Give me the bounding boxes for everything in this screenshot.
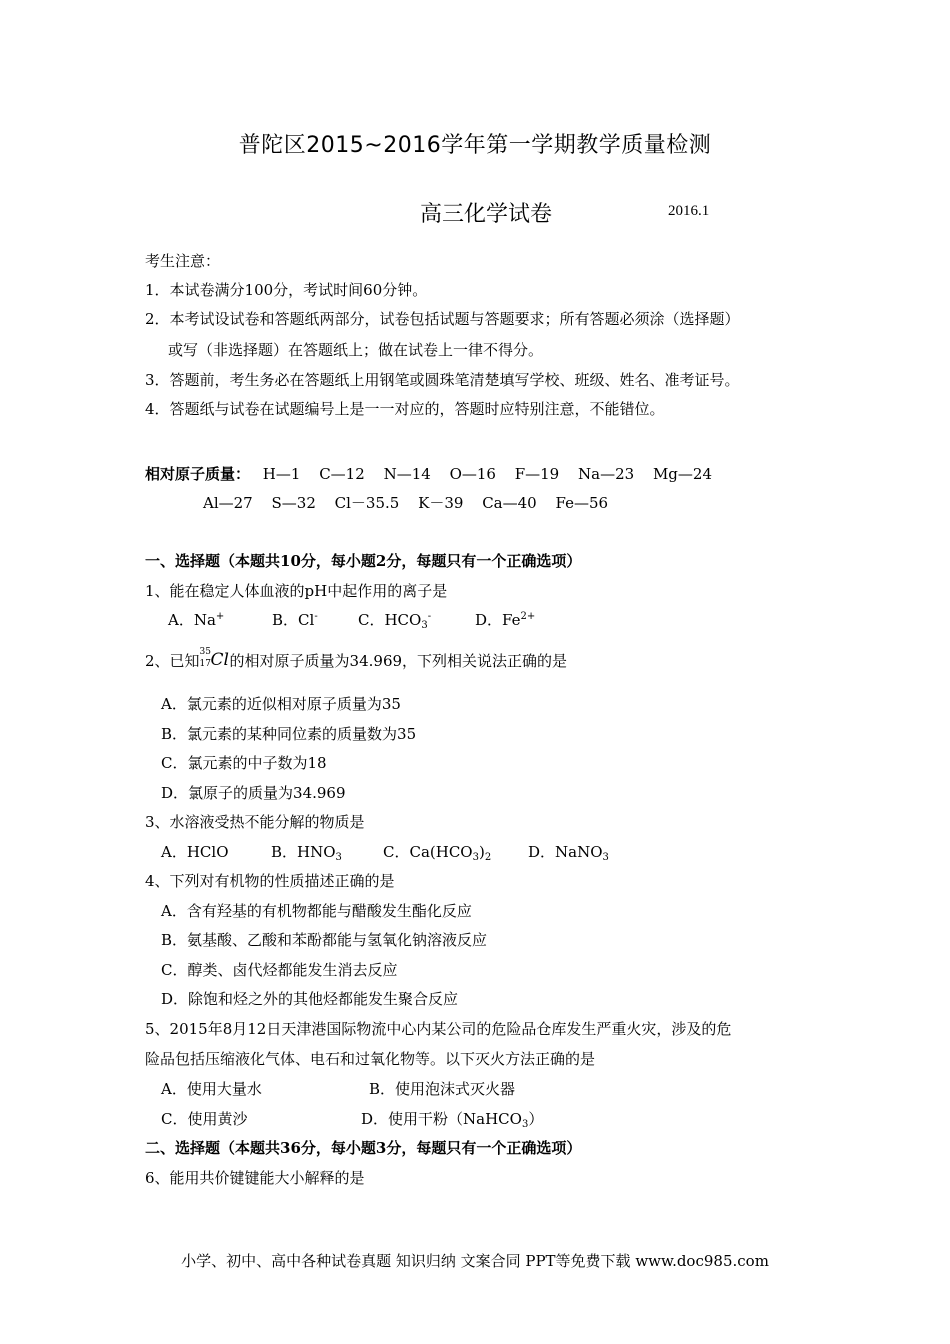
option-b: B．Cl-: [272, 611, 318, 629]
mass-entry: Cl－35.5: [334, 494, 400, 512]
question-1-stem: 1、能在稳定人体血液的pH中起作用的离子是: [145, 582, 448, 600]
notice-item: 1．本试卷满分100分，考试时间60分钟。: [145, 281, 428, 299]
option-c: C．氯元素的中子数为18: [161, 754, 327, 772]
question-5-options-row-1: [161, 1078, 515, 1099]
exam-date: 2016.1: [668, 203, 710, 219]
notice-item: 或写（非选择题）在答题纸上；做在试卷上一律不得分。: [168, 341, 544, 359]
mass-entry: F—19: [514, 465, 560, 483]
chlorine-isotope-notation: 35 17 Cl: [199, 647, 229, 670]
question-4-stem: 4、下列对有机物的性质描述正确的是: [145, 872, 395, 890]
footer-text: 小学、初中、高中各种试卷真题 知识归纳 文案合同 PPT等免费下载 www.doc985.com: [181, 1252, 769, 1270]
page-title: 普陀区2015~2016学年第一学期教学质量检测: [238, 133, 712, 158]
option-c: C．$HCO_3^-$: [358, 611, 432, 631]
notice-heading: 考生注意：: [145, 252, 221, 270]
mass-entry: N—14: [383, 465, 431, 483]
question-1-options: [168, 609, 535, 631]
atomic-mass-label: 相对原子质量：: [145, 465, 251, 483]
option-d: D．$Fe^{2+}$: [475, 611, 536, 629]
notice-item: 3．答题前，考生务必在答题纸上用钢笔或圆珠笔清楚填写学校、班级、姓名、准考证号。: [145, 371, 740, 389]
mass-entry: Ca—40: [482, 494, 537, 512]
option-c: C．$Ca(HCO_3)_2$: [383, 843, 492, 863]
mass-entry: S—32: [271, 494, 316, 512]
mass-entry: Fe—56: [555, 494, 609, 512]
mass-entry: Mg—24: [652, 465, 713, 483]
option-a: A．含有羟基的有机物都能与醋酸发生酯化反应: [161, 902, 472, 920]
question-5-stem-cont: 险品包括压缩液化气体、电石和过氧化物等。以下灭火方法正确的是: [145, 1050, 596, 1068]
option-c: C．使用黄沙: [161, 1110, 248, 1128]
option-b: B．$HNO_3$: [271, 843, 342, 863]
question-3-stem: 3、水溶液受热不能分解的物质是: [145, 813, 365, 831]
option-c: C．醇类、卤代烃都能发生消去反应: [161, 961, 398, 979]
option-a: A．氯元素的近似相对原子质量为35: [161, 695, 401, 713]
option-d: D．氯原子的质量为34.969: [161, 784, 346, 802]
option-b: B．氨基酸、乙酸和苯酚都能与氢氧化钠溶液反应: [161, 931, 488, 949]
option-a: A．使用大量水: [161, 1080, 262, 1098]
notice-item: 4．答题纸与试卷在试题编号上是一一对应的，答题时应特别注意，不能错位。: [145, 400, 665, 418]
question-3-options: [161, 841, 609, 863]
mass-entry: Na—23: [578, 465, 635, 483]
question-5-stem: 5、2015年8月12日天津港国际物流中心内某公司的危险品仓库发生严重火灾，涉及的危: [145, 1020, 732, 1038]
notice-item: 2．本考试设试卷和答题纸两部分，试卷包括试题与答题要求；所有答题必须涂（选择题）: [145, 310, 740, 328]
question-6-stem: 6、能用共价键键能大小解释的是: [145, 1169, 365, 1187]
atomic-mass-row-2: [203, 492, 622, 513]
option-a: A．Na+: [168, 611, 225, 629]
mass-entry: O—16: [449, 465, 496, 483]
mass-entry: C—12: [319, 465, 365, 483]
option-b: B．使用泡沫式灭火器: [369, 1080, 516, 1098]
question-2-stem: 2、已知 35 17 Cl 的相对原子质量为34.969，下列相关说法正确的是: [145, 647, 568, 670]
option-b: B．氯元素的某种同位素的质量数为35: [161, 725, 417, 743]
section-2-heading: 二、选择题（本题共36分，每小题3分，每题只有一个正确选项）: [145, 1139, 582, 1157]
option-d: D．除饱和烃之外的其他烃都能发生聚合反应: [161, 990, 459, 1008]
mass-entry: K－39: [418, 494, 464, 512]
option-a: A．HClO: [161, 843, 229, 861]
option-d: D．使用干粉（NaHCO$_3$）: [361, 1110, 544, 1130]
section-1-heading: 一、选择题（本题共10分，每小题2分，每题只有一个正确选项）: [145, 552, 582, 570]
option-d: D．NaNO$_3$: [528, 843, 609, 863]
exam-subtitle: 高三化学试卷: [420, 202, 553, 227]
mass-entry: Al—27: [203, 494, 253, 512]
question-5-options-row-2: [161, 1108, 543, 1130]
mass-entry: H—1: [262, 465, 301, 483]
atomic-mass-row-1: [145, 463, 726, 484]
